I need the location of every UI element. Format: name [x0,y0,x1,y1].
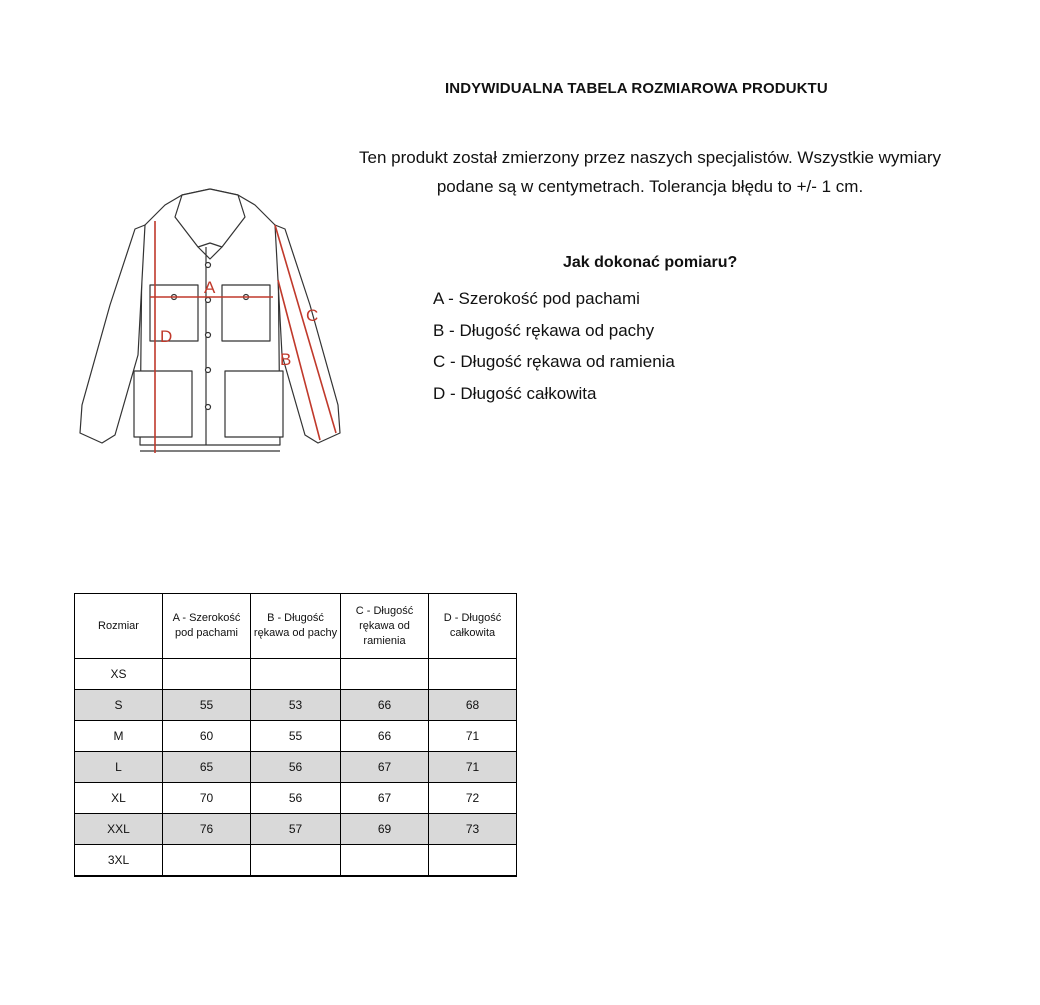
cell-size: XL [75,783,163,814]
cell-a: 70 [163,783,251,814]
intro-line-2: podane są w centymetrach. Tolerancja błędu to +/- 1 cm. [436,177,864,196]
cell-b: 55 [251,721,341,752]
jacket-hip-pocket-right [225,371,283,437]
cell-c: 66 [341,690,429,721]
table-row [75,845,517,877]
cell-a: 60 [163,721,251,752]
diagram-label-d: D [160,327,173,346]
cell-b: 56 [251,752,341,783]
jacket-chest-pocket-left [150,285,198,341]
header-a: A - Szerokość pod pachami [163,594,251,659]
cell-a: 65 [163,752,251,783]
cell-d [429,659,517,690]
cell-size: S [75,690,163,721]
cell-a: 76 [163,814,251,845]
cell-b [251,845,341,877]
cell-d: 68 [429,690,517,721]
diagram-label-c: C [306,306,319,325]
intro-text [340,143,960,201]
measurement-legend [433,283,675,409]
cell-b [251,659,341,690]
cell-c: 69 [341,814,429,845]
cell-a [163,659,251,690]
cell-c: 66 [341,721,429,752]
table-row [75,814,517,845]
cell-d: 72 [429,783,517,814]
cell-c [341,845,429,877]
cell-b: 56 [251,783,341,814]
intro-line-1: Ten produkt został zmierzony przez naszych specjalistów. Wszystkie wymiary [359,148,941,167]
jacket-button [206,263,211,268]
cell-size: XS [75,659,163,690]
table-row [75,752,517,783]
table-row [75,721,517,752]
header-c: C - Długość rękawa od ramienia [341,594,429,659]
header-b: B - Długość rękawa od pachy [251,594,341,659]
jacket-button [206,298,211,303]
cell-b: 53 [251,690,341,721]
cell-size: L [75,752,163,783]
cell-size: 3XL [75,845,163,877]
jacket-button [206,368,211,373]
table-row [75,783,517,814]
cell-size: XXL [75,814,163,845]
legend-item-a: A - Szerokość pod pachami [433,289,640,308]
cell-c: 67 [341,752,429,783]
cell-c: 67 [341,783,429,814]
jacket-chest-pocket-right [222,285,270,341]
legend-item-c: C - Długość rękawa od ramienia [433,352,675,371]
cell-b: 57 [251,814,341,845]
jacket-diagram [70,185,350,460]
cell-d: 71 [429,721,517,752]
jacket-button [206,333,211,338]
jacket-button [206,405,211,410]
diagram-label-b: B [280,350,292,369]
cell-d [429,845,517,877]
header-size: Rozmiar [75,594,163,659]
table-row [75,659,517,690]
size-table [74,593,517,877]
cell-a [163,845,251,877]
legend-item-d: D - Długość całkowita [433,383,597,403]
cell-c [341,659,429,690]
cell-size: M [75,721,163,752]
size-table-header [75,594,517,659]
jacket-hip-pocket-left [134,371,192,437]
diagram-label-a: A [204,278,216,297]
table-row [75,690,517,721]
header-d: D - Długość całkowita [429,594,517,659]
page-title: INDYWIDUALNA TABELA ROZMIAROWA PRODUKTU [445,80,828,97]
legend-item-b: B - Długość rękawa od pachy [433,320,655,340]
cell-d: 71 [429,752,517,783]
howto-title: Jak dokonać pomiaru? [563,254,738,271]
cell-a: 55 [163,690,251,721]
cell-d: 73 [429,814,517,845]
